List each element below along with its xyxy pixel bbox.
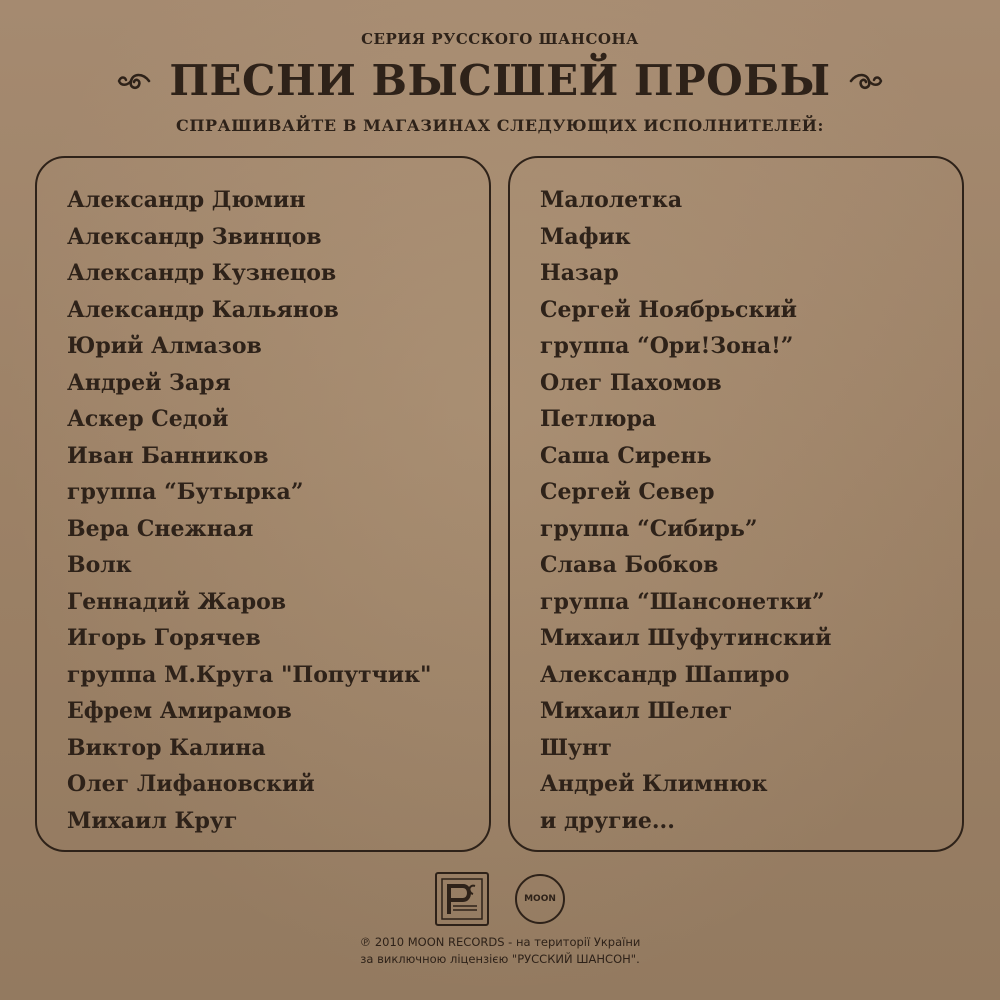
artist-item: Петлюра [540,406,657,432]
artist-item: Волк [67,552,132,578]
label-logos [0,872,1000,926]
copyright-notice [0,934,1000,968]
artist-item: Слава Бобков [540,552,719,578]
copyright-line-2: за виключною ліцензією "РУССКИЙ ШАНСОН". [360,952,640,966]
russkiy-shanson-logo-mark [439,876,485,922]
artist-item: Шунт [540,734,612,761]
artist-item: группа “Бутырка” [67,479,304,505]
artist-item: Игорь Горячев [67,625,261,651]
artist-item: Юрий Алмазов [67,333,262,359]
artist-item: Александр Шапиро [540,661,790,688]
copyright-line-1: ℗ 2010 MOON RECORDS - на території України [359,935,641,949]
artist-item: Андрей Климнюк [540,771,768,797]
artist-item: Назар [540,260,619,286]
left-artist-panel [35,156,491,852]
main-title: ПЕСНИ ВЫСШЕЙ ПРОБЫ [169,56,831,105]
series-label: СЕРИЯ РУССКОГО ШАНСОНА [361,30,639,48]
artist-item: Ефрем Амирамов [67,698,292,724]
left-ornament-icon [115,66,155,96]
left-artist-list [67,182,431,839]
right-artist-list [540,182,831,839]
artist-item: Малолетка [540,187,683,213]
artist-item: Сергей Север [540,479,715,505]
artist-item: Мафик [540,223,631,250]
right-ornament-icon [845,66,885,96]
moon-logo-text: MOON [524,894,556,904]
artist-item: Сергей Ноябрьский [540,296,797,323]
russkiy-shanson-logo-icon [435,872,489,926]
artist-item: Андрей Заря [67,369,231,396]
subtitle: СПРАШИВАЙТЕ В МАГАЗИНАХ СЛЕДУЮЩИХ ИСПОЛНИТЕЛЕЙ: [176,116,824,135]
artist-item: группа М.Круга "Попутчик" [67,661,432,688]
artist-item: Александр Дюмин [67,187,306,213]
artist-item: Олег Лифановский [67,771,315,797]
artist-item: Геннадий Жаров [67,588,287,615]
artist-item: Олег Пахомов [540,369,722,396]
artist-item: Вера Снежная [67,515,254,542]
right-artist-panel [508,156,964,852]
artist-item: Аскер Седой [67,406,229,432]
artist-item: группа “Ори!Зона!” [540,333,794,359]
artist-item: Александр Кузнецов [67,260,337,286]
moon-records-logo-icon [515,874,565,924]
artist-item: Михаил Шелег [540,698,733,724]
artist-item: Михаил Круг [67,807,238,834]
artist-item: группа “Шансонетки” [540,588,825,615]
artist-item: Михаил Шуфутинский [540,625,832,651]
title-row [0,56,1000,105]
artist-item: группа “Сибирь” [540,515,758,542]
artist-item: Александр Звинцов [67,223,322,250]
artist-item: Александр Кальянов [67,296,339,323]
artist-item: Иван Банников [67,442,269,469]
artist-item: Саша Сирень [540,442,712,469]
artist-item: Виктор Калина [67,734,266,761]
artist-item: и другие... [540,807,675,834]
